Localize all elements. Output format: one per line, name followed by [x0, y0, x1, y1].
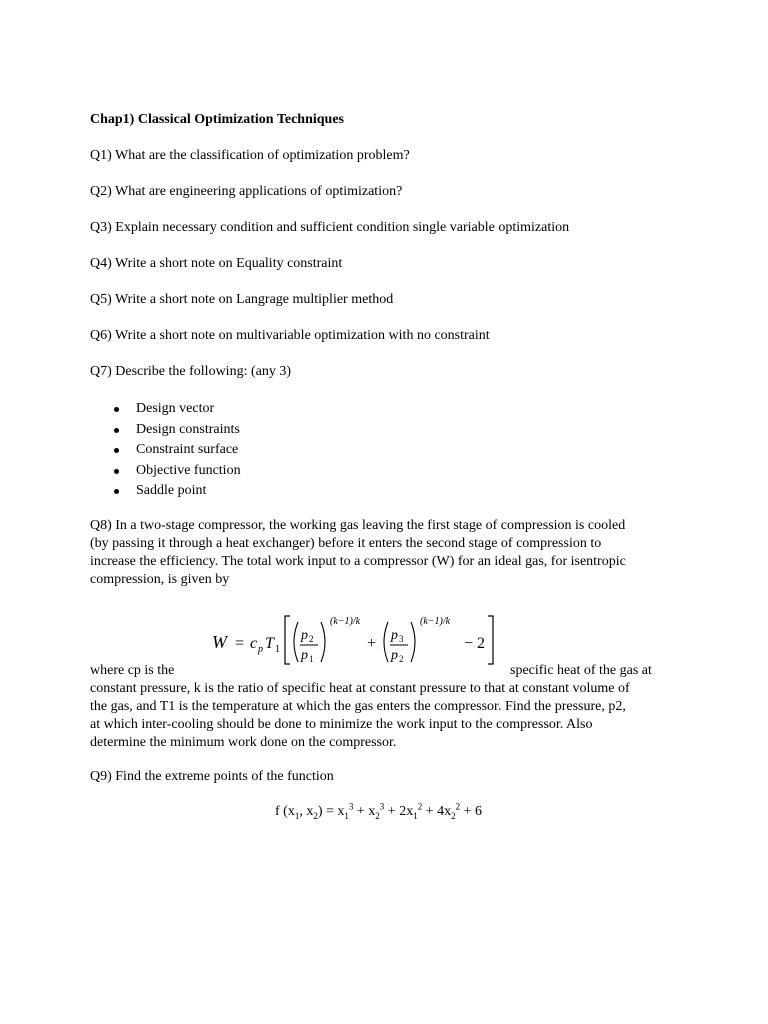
equation-minus-two: − 2: [464, 635, 486, 652]
question-8-body: [90, 680, 680, 752]
fn-eq: ) = x: [317, 804, 345, 819]
paragraph-line: Q8) In a two-stage compressor, the working gas leaving the first stage of compression is cooled: [90, 518, 626, 533]
question-8-intro: [90, 517, 680, 589]
question-3: Q3) Explain necessary condition and sufficient condition single variable optimization: [90, 220, 570, 235]
paragraph-line: determine the minimum work done on the compressor.: [90, 735, 397, 750]
question-5: Q5) Write a short note on Langrage multiplier method: [90, 292, 394, 307]
exponent-2: (k−1)/k: [420, 616, 451, 627]
equation-equals: =: [235, 635, 245, 652]
fn-comma: , x: [299, 804, 314, 819]
fn-sup: 3: [379, 801, 385, 812]
left-paren: [294, 622, 298, 662]
fn-sub: 1: [294, 810, 300, 821]
fn-sub: 1: [344, 810, 349, 821]
equation-c-sub: p: [258, 644, 263, 655]
equation-lhs: W: [212, 632, 227, 652]
fn-sup: 3: [348, 801, 354, 812]
fn-sub: 2: [375, 810, 380, 821]
list-item: Constraint surface: [112, 440, 241, 461]
fn-term: + 2x: [384, 804, 414, 819]
question-9: Q9) Find the extreme points of the function: [90, 769, 334, 784]
list-item: Design vector: [112, 399, 241, 420]
question-1: Q1) What are the classification of optimization problem?: [90, 148, 410, 163]
fn-tail: + 6: [460, 804, 483, 819]
q8-where-left: where cp is the: [90, 663, 175, 678]
right-paren: [321, 622, 325, 662]
frac2-den-sub: 2: [399, 654, 404, 664]
left-paren: [384, 622, 388, 662]
exponent-1: (k−1)/k: [330, 616, 361, 627]
right-bracket: [488, 616, 493, 664]
equation-plus: +: [367, 635, 377, 652]
frac2-num-sub: 3: [399, 634, 404, 644]
question-7: Q7) Describe the following: (any 3): [90, 364, 291, 379]
list-item: Objective function: [112, 461, 241, 482]
fn-term: + x: [353, 804, 376, 819]
paragraph-line: (by passing it through a heat exchanger) before it enters the second stage of compression to: [90, 536, 602, 551]
left-bracket: [285, 616, 290, 664]
fn-term: + 4x: [422, 804, 452, 819]
frac1-den-sub: 1: [309, 654, 314, 664]
equation-T-sub: 1: [275, 644, 280, 655]
paragraph-line: the gas, and T1 is the temperature at which the gas enters the compressor. Find the pressure, p2,: [90, 699, 626, 714]
question-6: Q6) Write a short note on multivariable optimization with no constraint: [90, 328, 490, 343]
objective-function: [275, 803, 482, 821]
equation-c: c: [250, 635, 258, 652]
fn-prefix: f (x: [275, 804, 295, 819]
fn-sup: 2: [455, 801, 461, 812]
fn-sub: 2: [451, 810, 456, 821]
paragraph-line: constant pressure, k is the ratio of specific heat at constant pressure to that at constant volume of: [90, 681, 630, 696]
paragraph-line: compression, is given by: [90, 572, 230, 587]
fn-sup: 2: [417, 801, 423, 812]
frac1-num-p: p: [301, 628, 308, 643]
frac2-num-p: p: [391, 628, 398, 643]
q8-where-right: specific heat of the gas at: [510, 663, 652, 678]
fn-sub: 2: [313, 810, 318, 821]
q7-bullet-list: [112, 399, 241, 502]
equation-T: T: [265, 635, 274, 652]
list-item: Saddle point: [112, 481, 241, 502]
question-2: Q2) What are engineering applications of optimization?: [90, 184, 403, 199]
fn-sub: 1: [413, 810, 418, 821]
chapter-heading: Chap1) Classical Optimization Techniques: [90, 112, 344, 127]
right-paren: [411, 622, 415, 662]
frac2-den-p: p: [391, 648, 398, 663]
list-item: Design constraints: [112, 420, 241, 441]
paragraph-line: at which inter-cooling should be done to minimize the work input to the compressor. Also: [90, 717, 593, 732]
work-equation: [200, 612, 500, 668]
paragraph-line: increase the efficiency. The total work input to a compressor (W) for an ideal gas, for isentropic: [90, 554, 626, 569]
frac1-num-sub: 2: [309, 634, 314, 644]
frac1-den-p: p: [301, 648, 308, 663]
question-4: Q4) Write a short note on Equality constraint: [90, 256, 343, 271]
